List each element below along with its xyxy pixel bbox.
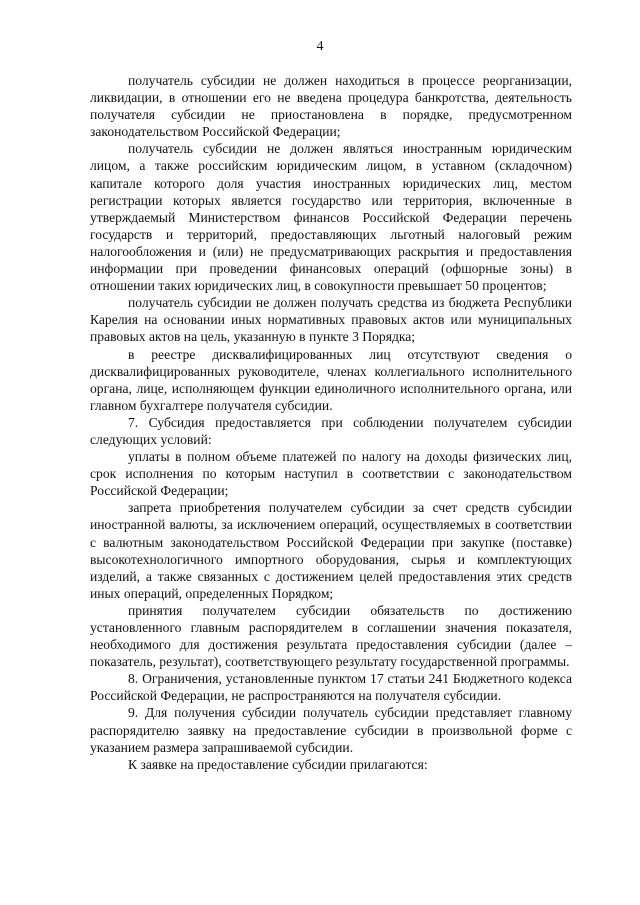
- paragraph-reorganization-requirement: получатель субсидии не должен находиться в процессе реорганизации, ликвидации, в отношении его не введена процедура банкротства, деятельность получателя субсидии не приостановлена в порядке, предусмотренном законодательством Российской Федерации;: [90, 73, 572, 140]
- paragraph-condition-tax-payment: уплаты в полном объеме платежей по налогу на доходы физических лиц, срок исполнения по которым наступил в соответствии с законодательством Российской Федерации;: [90, 449, 572, 499]
- paragraph-disqualified-persons-requirement: в реестре дисквалифицированных лиц отсутствуют сведения о дисквалифицированных руководителе, членах коллегиального исполнительного органа, лице, исполняющем функции единоличного исполнительного органа, или главном бухгалтере получателя субсидии.: [90, 346, 572, 413]
- paragraph-foreign-entity-requirement: получатель субсидии не должен являться иностранным юридическим лицом, а также российским юридическим лицом, в уставном (складочном) капитале которого доля участия иностранных юридических лиц, местом регистрации которых является государство или территория, включенные в утверждаемый Министерством финансов Российской Федерации перечень государств и территорий, предоставляющих льготный налоговый режим налогообложения и (или) не предусматривающих раскрытия и предоставления информации при проведении финансовых операций (офшорные зоны) в отношении таких юридических лиц, в совокупности превышает 50 процентов;: [90, 141, 572, 294]
- document-body: [90, 72, 572, 773]
- paragraph-attachments-intro: К заявке на предоставление субсидии прилагаются:: [128, 756, 428, 772]
- paragraph-condition-foreign-currency: запрета приобретения получателем субсидии за счет средств субсидии иностранной валюты, за исключением операций, осуществляемых в соответствии с валютным законодательством Российской Федерации при закупке (поставке) высокотехнологичного импортного оборудования, сырья и комплектующих изделий, а также связанных с достижением целей предоставления этих средств иных операций, определенных Порядком;: [90, 500, 572, 601]
- paragraph-item-8: 8. Ограничения, установленные пунктом 17 статьи 241 Бюджетного кодекса Российской Федерации, не распространяются на получателя субсидии.: [90, 671, 572, 704]
- page-number: 4: [316, 39, 324, 54]
- paragraph-item-9: 9. Для получения субсидии получатель субсидии представляет главному распорядителю заявку на предоставление субсидии в произвольной форме с указанием размера запрашиваемой субсидии.: [90, 705, 572, 755]
- paragraph-condition-indicator: принятия получателем субсидии обязательств по достижению установленного главным распорядителем в соглашении значения показателя, необходимого для достижения результата предоставления субсидии (далее – показатель, результат), соответствующего результату государственной программы.: [90, 602, 572, 670]
- paragraph-item-7: 7. Субсидия предоставляется при соблюдении получателем субсидии следующих условий:: [90, 414, 572, 447]
- paragraph-other-funding-requirement: получатель субсидии не должен получать средства из бюджета Республики Карелия на основании иных нормативных правовых актов или муниципальных правовых актов на цель, указанную в пункте 3 Порядка;: [90, 295, 572, 345]
